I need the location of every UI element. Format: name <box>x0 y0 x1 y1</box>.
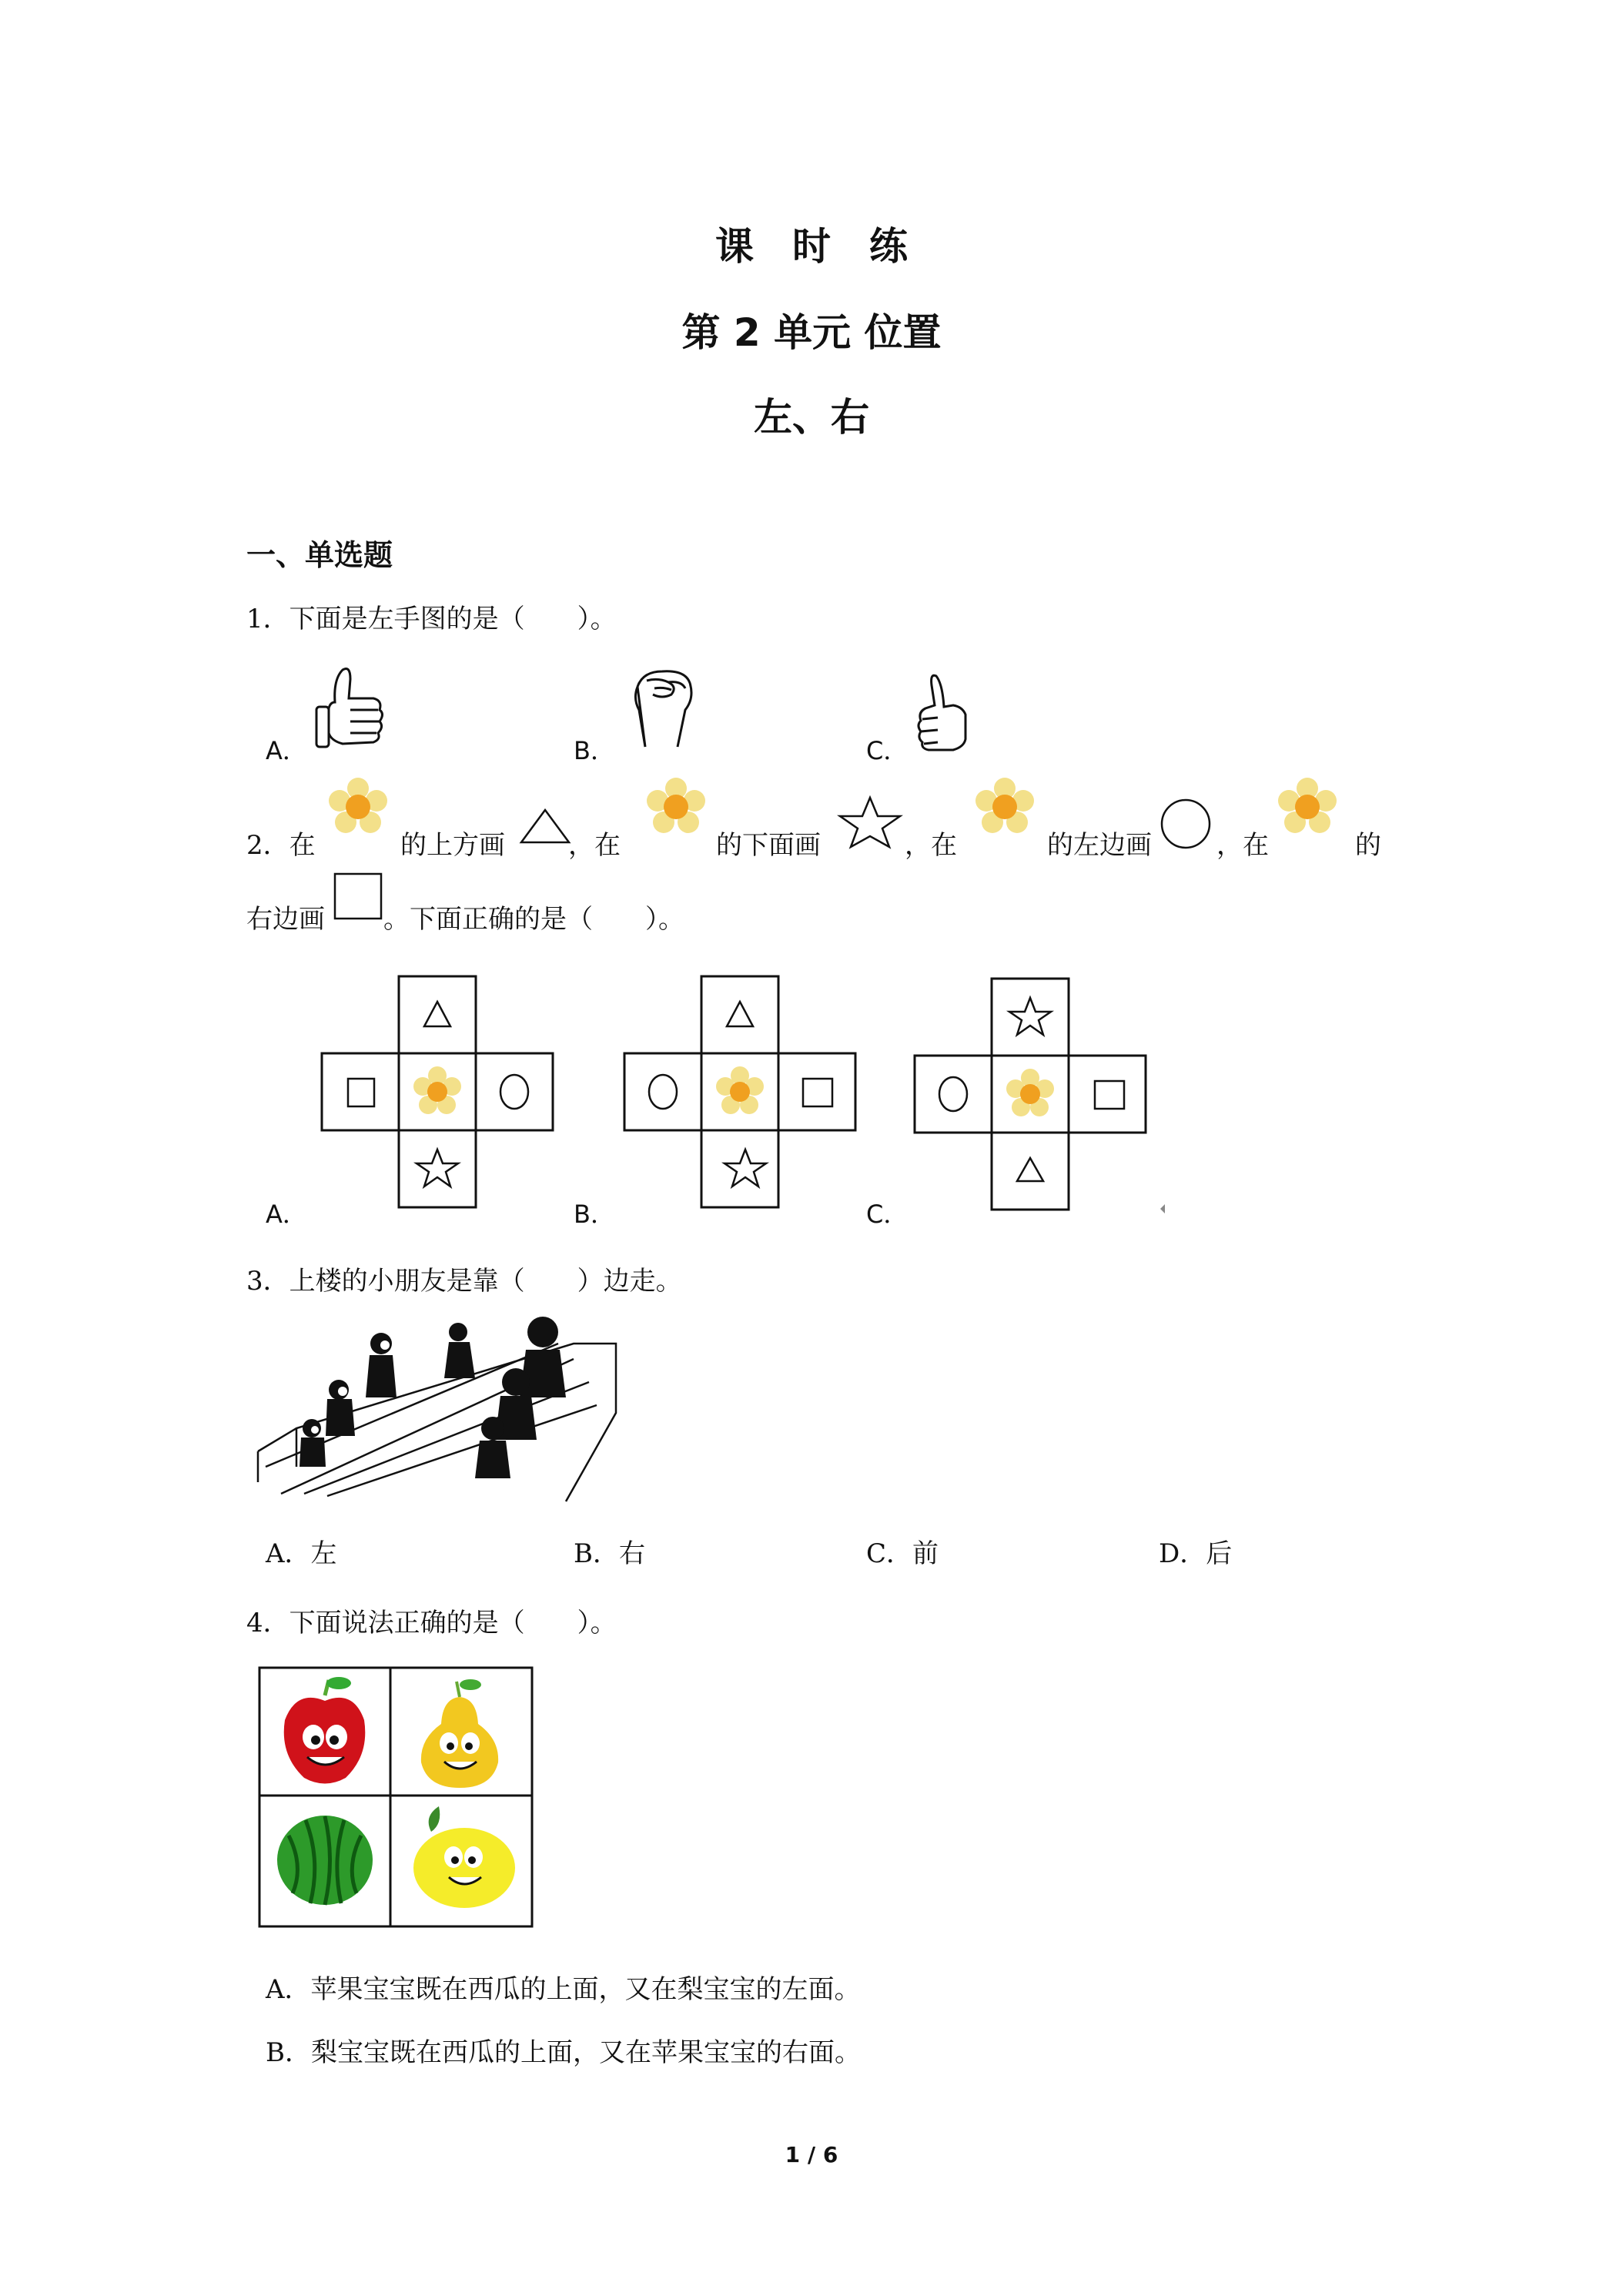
question-1 <box>246 597 617 635</box>
unit-title: 第 2 单元 位置 <box>681 310 942 355</box>
flower-icon <box>327 776 389 838</box>
pear-icon <box>421 1679 498 1788</box>
q1-option-b-label: B． <box>574 736 615 765</box>
q4-option-b: B．梨宝宝既在西瓜的上面，又在苹果宝宝的右面。 <box>266 2037 861 2068</box>
triangle-icon <box>518 807 572 845</box>
q2-text-in-3: ，在 <box>1216 830 1269 861</box>
circle-icon <box>1159 797 1213 851</box>
flower-icon <box>1277 776 1338 838</box>
q3-option-a: A．左 <box>266 1538 337 1569</box>
q4-option-a: A．苹果宝宝既在西瓜的上面，又在梨宝宝的左面。 <box>266 1974 861 2005</box>
small-arrow-mark-icon <box>1159 1203 1166 1215</box>
q2-text-in-1: ，在 <box>568 830 621 861</box>
q2-option-c-diagram <box>912 976 1151 1215</box>
question-2-line-1: 2．在 <box>246 830 316 861</box>
star-icon <box>835 795 905 850</box>
q3-option-b: B．右 <box>574 1538 645 1569</box>
q2-question-text: 。下面正确的是（ ）。 <box>383 904 684 935</box>
flower-icon <box>974 776 1036 838</box>
section-heading: 一、单选题 <box>246 538 393 572</box>
question-number: 1． <box>246 604 289 634</box>
children-on-stairs-illustration <box>250 1313 620 1505</box>
thumbs-up-left-hand-icon <box>915 670 976 755</box>
apple-icon <box>284 1677 366 1784</box>
q2-option-b-diagram <box>622 974 861 1213</box>
lesson-title: 左、右 <box>754 395 869 440</box>
q3-option-d: D．后 <box>1159 1538 1233 1569</box>
q2-text-in-2: ，在 <box>905 830 957 861</box>
q2-option-c-label: C． <box>866 1200 909 1229</box>
lemon-icon <box>413 1806 515 1908</box>
watermelon-icon <box>277 1816 373 1905</box>
question-3 <box>246 1260 682 1297</box>
question-text: 下面是左手图的是（ ）。 <box>289 604 617 634</box>
page-title: 课 时 练 <box>715 224 908 269</box>
q2-option-a-label: A． <box>266 1200 307 1229</box>
q2-text-right: 右边画 <box>246 904 325 935</box>
q3-option-c: C．前 <box>866 1538 939 1569</box>
question-number: 3． <box>246 1266 289 1297</box>
q1-option-c-label: C． <box>866 736 909 765</box>
q2-text-above: 的上方画 <box>400 830 505 861</box>
q1-option-a-label: A． <box>266 736 307 765</box>
q2-text-of: 的 <box>1355 830 1381 861</box>
flower-icon <box>645 776 707 838</box>
page-number: 1 / 6 <box>785 2142 838 2167</box>
q2-text-left: 的左边画 <box>1047 830 1152 861</box>
thumbs-up-hand-icon <box>312 664 389 752</box>
fist-hand-icon <box>624 664 701 752</box>
question-text: 上楼的小朋友是靠（ ）边走。 <box>289 1266 682 1297</box>
square-icon <box>333 872 383 921</box>
q2-text-below: 的下面画 <box>716 830 821 861</box>
fruit-grid-diagram <box>258 1666 535 1930</box>
question-number: 2． <box>246 830 289 861</box>
q2-option-b-label: B． <box>574 1200 615 1229</box>
q2-option-a-diagram <box>320 974 558 1213</box>
question-number: 4． <box>246 1608 289 1638</box>
question-text: 下面说法正确的是（ ）。 <box>289 1608 617 1638</box>
question-4 <box>246 1602 617 1639</box>
